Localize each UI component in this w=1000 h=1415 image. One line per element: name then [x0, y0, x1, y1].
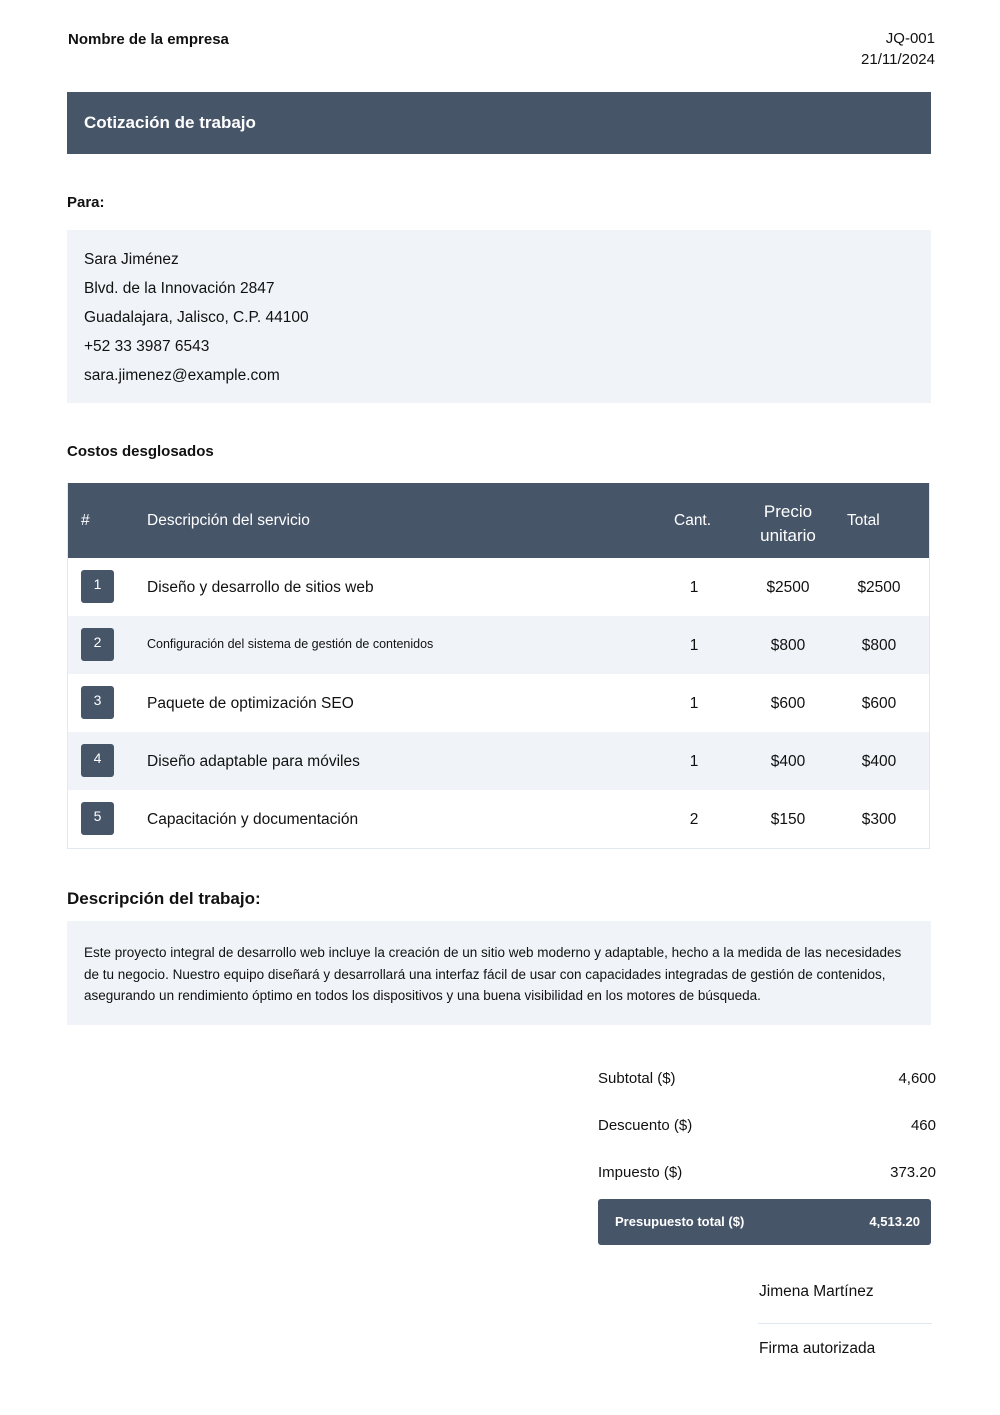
signer-name: Jimena Martínez — [759, 1283, 874, 1300]
row-unit-price: $600 — [770, 695, 806, 712]
signature-line — [758, 1323, 932, 1324]
table-header — [68, 483, 929, 558]
total-budget-label: Presupuesto total ($) — [615, 1214, 745, 1229]
row-total: $2500 — [857, 579, 901, 596]
row-description: Configuración del sistema de gestión de contenidos — [147, 637, 434, 651]
row-quantity: 1 — [689, 695, 699, 712]
costs-section-label: Costos desglosados — [67, 443, 214, 460]
subtotal-label: Subtotal ($) — [598, 1070, 676, 1087]
row-number-badge: 4 — [81, 744, 114, 777]
row-quantity: 1 — [689, 579, 699, 596]
quote-meta — [861, 28, 935, 70]
row-number-badge: 1 — [81, 570, 114, 603]
row-quantity: 1 — [689, 637, 699, 654]
cost-table — [67, 483, 930, 849]
recipient-label: Para: — [67, 194, 105, 211]
recipient-box — [67, 230, 931, 403]
total-budget-bar — [598, 1199, 931, 1245]
client-address-line1: Blvd. de la Innovación 2847 — [84, 280, 275, 297]
header-num: # — [81, 512, 90, 529]
row-unit-price: $800 — [770, 637, 806, 654]
work-description-box — [67, 921, 931, 1025]
row-number-badge: 3 — [81, 686, 114, 719]
table-row — [68, 558, 929, 616]
header-total: Total — [847, 512, 880, 529]
discount-row — [598, 1117, 936, 1134]
table-row — [68, 674, 929, 732]
row-quantity: 2 — [689, 811, 699, 828]
row-number-badge: 2 — [81, 628, 114, 661]
client-address-line2: Guadalajara, Jalisco, C.P. 44100 — [84, 309, 309, 326]
work-description-text: Este proyecto integral de desarrollo web incluye la creación de un sitio web moderno y adaptable, hecho a la medida de las necesidades de tu negocio. Nuestro equipo diseñará y desarrollará una interfaz fácil de usar con capacidades integradas de gestión de contenidos, asegurando un rendimiento óptimo en todos los dispositivos y una buena visibilidad en los motores de búsqueda. — [84, 945, 902, 1003]
document-title: Cotización de trabajo — [84, 113, 256, 132]
quote-date: 21/11/2024 — [861, 51, 935, 68]
company-name: Nombre de la empresa — [68, 31, 229, 48]
table-row — [68, 732, 929, 790]
signature-label: Firma autorizada — [759, 1340, 876, 1357]
discount-label: Descuento ($) — [598, 1117, 693, 1134]
table-row — [68, 616, 929, 674]
client-name: Sara Jiménez — [84, 251, 179, 268]
row-unit-price: $2500 — [766, 579, 810, 596]
work-description-label: Descripción del trabajo: — [67, 889, 261, 908]
row-description: Diseño adaptable para móviles — [147, 753, 360, 770]
header-unit-price: Precio unitario — [760, 502, 816, 545]
client-phone: +52 33 3987 6543 — [84, 338, 210, 355]
row-description: Paquete de optimización SEO — [147, 695, 354, 712]
tax-label: Impuesto ($) — [598, 1164, 683, 1181]
tax-value: 373.20 — [890, 1164, 936, 1181]
row-unit-price: $400 — [770, 753, 806, 770]
row-total: $600 — [861, 695, 897, 712]
subtotal-row — [598, 1070, 936, 1087]
quote-id: JQ-001 — [885, 30, 935, 47]
row-total: $300 — [861, 811, 897, 828]
row-quantity: 1 — [689, 753, 699, 770]
row-number-badge: 5 — [81, 802, 114, 835]
discount-value: 460 — [910, 1117, 936, 1134]
header-quantity: Cant. — [674, 512, 712, 529]
total-budget-value: 4,513.20 — [869, 1214, 920, 1229]
table-row — [68, 790, 929, 848]
header-description: Descripción del servicio — [147, 512, 310, 529]
client-email: sara.jimenez@example.com — [84, 367, 280, 384]
document-title-bar — [67, 92, 931, 154]
row-total: $400 — [861, 753, 897, 770]
row-total: $800 — [861, 637, 897, 654]
row-description: Diseño y desarrollo de sitios web — [147, 579, 374, 596]
tax-row — [598, 1164, 936, 1181]
row-description: Capacitación y documentación — [147, 811, 359, 828]
subtotal-value: 4,600 — [898, 1070, 936, 1087]
row-unit-price: $150 — [770, 811, 806, 828]
